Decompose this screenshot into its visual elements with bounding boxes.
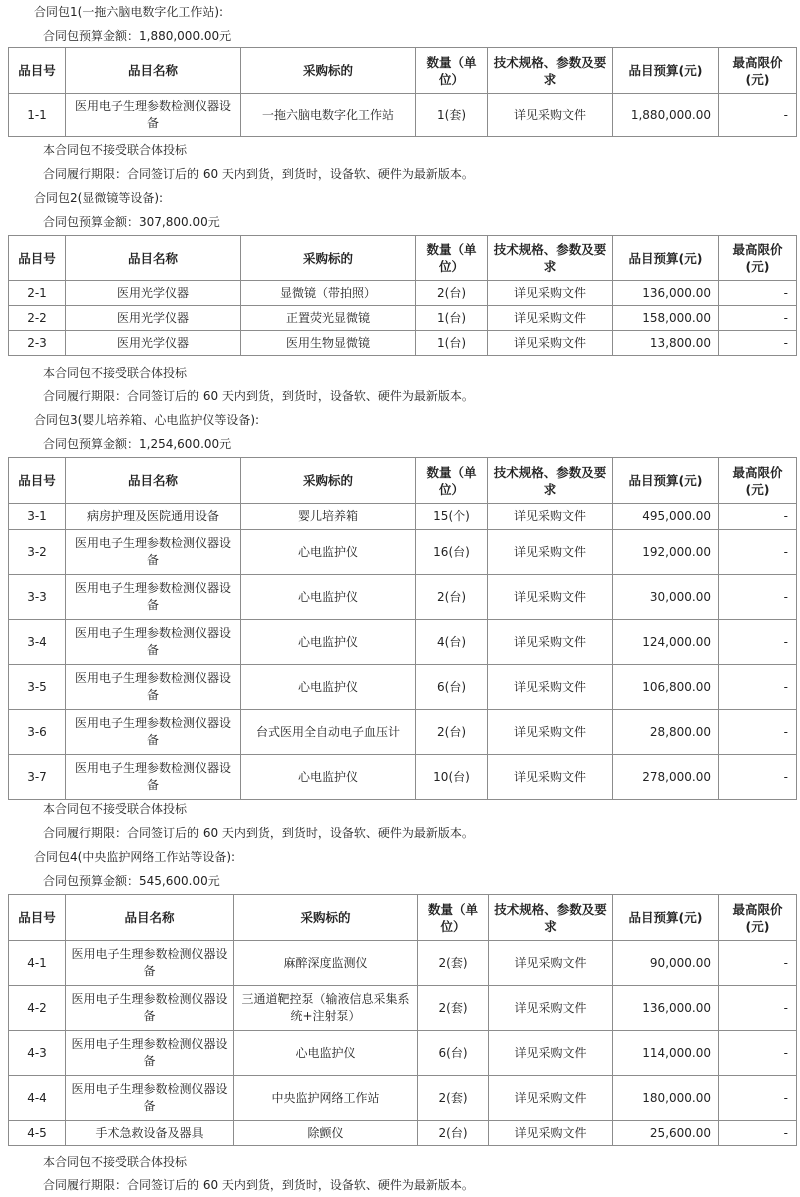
period-note: 合同履行期限：合同签订后的 60 天内到货，到货时，设备软、硬件为最新版本。 xyxy=(43,1178,474,1192)
cell-qty: 2(套) xyxy=(418,986,489,1031)
package-budget: 合同包预算金额：1,254,600.00元 xyxy=(43,437,232,451)
table-row xyxy=(9,504,797,530)
cell-name: 医用光学仪器 xyxy=(66,306,241,331)
header-item-no: 品目号 xyxy=(9,458,66,504)
cell-limit: - xyxy=(719,755,797,800)
cell-budget: 13,800.00 xyxy=(613,331,719,356)
joint-bid-note: 本合同包不接受联合体投标 xyxy=(43,366,188,380)
header-budget: 品目预算(元) xyxy=(613,895,719,941)
header-budget: 品目预算(元) xyxy=(613,236,719,281)
cell-no: 2-3 xyxy=(9,331,66,356)
cell-spec: 详见采购文件 xyxy=(489,1121,613,1146)
table-row xyxy=(9,1076,797,1121)
header-budget: 品目预算(元) xyxy=(613,48,719,94)
cell-no: 1-1 xyxy=(9,94,66,137)
header-item-no: 品目号 xyxy=(9,895,66,941)
package-budget: 合同包预算金额：1,880,000.00元 xyxy=(43,29,232,43)
cell-no: 3-4 xyxy=(9,620,66,665)
cell-limit: - xyxy=(719,504,797,530)
cell-no: 2-1 xyxy=(9,281,66,306)
header-spec: 技术规格、参数及要求 xyxy=(488,236,613,281)
cell-limit: - xyxy=(719,1031,797,1076)
cell-name: 病房护理及医院通用设备 xyxy=(66,504,241,530)
header-limit: 最高限价(元) xyxy=(719,236,797,281)
cell-spec: 详见采购文件 xyxy=(489,1076,613,1121)
cell-budget: 278,000.00 xyxy=(613,755,719,800)
cell-qty: 1(台) xyxy=(416,306,488,331)
package-table xyxy=(8,457,797,800)
cell-target: 除颤仪 xyxy=(234,1121,418,1146)
joint-bid-note: 本合同包不接受联合体投标 xyxy=(43,143,188,157)
table-row xyxy=(9,94,797,137)
header-target: 采购标的 xyxy=(241,236,416,281)
joint-bid-note: 本合同包不接受联合体投标 xyxy=(43,1155,188,1169)
cell-spec: 详见采购文件 xyxy=(489,1031,613,1076)
table-row xyxy=(9,986,797,1031)
cell-name: 医用电子生理参数检测仪器设备 xyxy=(66,665,241,710)
cell-spec: 详见采购文件 xyxy=(488,755,613,800)
cell-qty: 10(台) xyxy=(416,755,488,800)
header-qty: 数量（单位） xyxy=(418,895,489,941)
table-row xyxy=(9,941,797,986)
cell-qty: 2(套) xyxy=(418,941,489,986)
table-row xyxy=(9,755,797,800)
cell-target: 显微镜（带拍照） xyxy=(241,281,416,306)
header-limit: 最高限价(元) xyxy=(719,895,797,941)
table-row xyxy=(9,665,797,710)
cell-name: 医用电子生理参数检测仪器设备 xyxy=(66,755,241,800)
header-item-no: 品目号 xyxy=(9,48,66,94)
cell-budget: 1,880,000.00 xyxy=(613,94,719,137)
cell-qty: 6(台) xyxy=(418,1031,489,1076)
table-row xyxy=(9,575,797,620)
cell-name: 医用电子生理参数检测仪器设备 xyxy=(66,530,241,575)
cell-name: 医用电子生理参数检测仪器设备 xyxy=(66,620,241,665)
cell-spec: 详见采购文件 xyxy=(488,575,613,620)
cell-budget: 30,000.00 xyxy=(613,575,719,620)
cell-limit: - xyxy=(719,1121,797,1146)
header-item-name: 品目名称 xyxy=(66,236,241,281)
cell-no: 3-3 xyxy=(9,575,66,620)
package-title: 合同包2(显微镜等设备): xyxy=(34,191,164,205)
cell-budget: 180,000.00 xyxy=(613,1076,719,1121)
cell-target: 一拖六脑电数字化工作站 xyxy=(241,94,416,137)
cell-no: 4-2 xyxy=(9,986,66,1031)
header-item-name: 品目名称 xyxy=(66,895,234,941)
cell-budget: 106,800.00 xyxy=(613,665,719,710)
cell-limit: - xyxy=(719,665,797,710)
cell-spec: 详见采购文件 xyxy=(488,331,613,356)
cell-budget: 124,000.00 xyxy=(613,620,719,665)
header-target: 采购标的 xyxy=(234,895,418,941)
package-budget: 合同包预算金额：307,800.00元 xyxy=(43,215,220,229)
package-title: 合同包3(婴儿培养箱、心电监护仪等设备): xyxy=(34,413,260,427)
package-budget: 合同包预算金额：545,600.00元 xyxy=(43,874,220,888)
cell-spec: 详见采购文件 xyxy=(488,94,613,137)
header-target: 采购标的 xyxy=(241,458,416,504)
cell-spec: 详见采购文件 xyxy=(488,530,613,575)
cell-limit: - xyxy=(719,281,797,306)
cell-target: 心电监护仪 xyxy=(241,755,416,800)
table-header-row xyxy=(9,48,797,94)
cell-name: 医用电子生理参数检测仪器设备 xyxy=(66,1076,234,1121)
cell-target: 心电监护仪 xyxy=(241,575,416,620)
cell-spec: 详见采购文件 xyxy=(488,504,613,530)
cell-qty: 15(个) xyxy=(416,504,488,530)
header-spec: 技术规格、参数及要求 xyxy=(488,458,613,504)
cell-name: 医用光学仪器 xyxy=(66,331,241,356)
cell-qty: 16(台) xyxy=(416,530,488,575)
cell-target: 台式医用全自动电子血压计 xyxy=(241,710,416,755)
cell-qty: 6(台) xyxy=(416,665,488,710)
period-note: 合同履行期限：合同签订后的 60 天内到货，到货时，设备软、硬件为最新版本。 xyxy=(43,826,474,840)
cell-qty: 2(台) xyxy=(416,575,488,620)
cell-target: 心电监护仪 xyxy=(241,665,416,710)
header-budget: 品目预算(元) xyxy=(613,458,719,504)
cell-target: 心电监护仪 xyxy=(234,1031,418,1076)
cell-no: 3-7 xyxy=(9,755,66,800)
cell-limit: - xyxy=(719,941,797,986)
cell-budget: 136,000.00 xyxy=(613,281,719,306)
cell-budget: 192,000.00 xyxy=(613,530,719,575)
package-table xyxy=(8,235,797,356)
header-qty: 数量（单位） xyxy=(416,236,488,281)
table-row xyxy=(9,710,797,755)
header-item-name: 品目名称 xyxy=(66,48,241,94)
cell-limit: - xyxy=(719,620,797,665)
cell-spec: 详见采购文件 xyxy=(489,986,613,1031)
table-header-row xyxy=(9,895,797,941)
cell-no: 4-3 xyxy=(9,1031,66,1076)
period-note: 合同履行期限：合同签订后的 60 天内到货，到货时，设备软、硬件为最新版本。 xyxy=(43,167,474,181)
cell-limit: - xyxy=(719,306,797,331)
cell-qty: 2(套) xyxy=(418,1076,489,1121)
cell-no: 3-2 xyxy=(9,530,66,575)
cell-name: 医用电子生理参数检测仪器设备 xyxy=(66,941,234,986)
cell-qty: 2(台) xyxy=(416,281,488,306)
header-qty: 数量（单位） xyxy=(416,458,488,504)
cell-name: 医用电子生理参数检测仪器设备 xyxy=(66,986,234,1031)
cell-name: 医用电子生理参数检测仪器设备 xyxy=(66,94,241,137)
cell-target: 三通道靶控泵（输液信息采集系统+注射泵） xyxy=(234,986,418,1031)
cell-budget: 114,000.00 xyxy=(613,1031,719,1076)
cell-no: 3-1 xyxy=(9,504,66,530)
cell-no: 4-1 xyxy=(9,941,66,986)
cell-limit: - xyxy=(719,331,797,356)
cell-target: 婴儿培养箱 xyxy=(241,504,416,530)
table-row xyxy=(9,620,797,665)
cell-budget: 136,000.00 xyxy=(613,986,719,1031)
cell-limit: - xyxy=(719,575,797,620)
header-spec: 技术规格、参数及要求 xyxy=(488,48,613,94)
cell-limit: - xyxy=(719,94,797,137)
cell-name: 医用电子生理参数检测仪器设备 xyxy=(66,710,241,755)
header-item-no: 品目号 xyxy=(9,236,66,281)
cell-no: 4-5 xyxy=(9,1121,66,1146)
header-spec: 技术规格、参数及要求 xyxy=(489,895,613,941)
joint-bid-note: 本合同包不接受联合体投标 xyxy=(43,802,188,816)
cell-target: 心电监护仪 xyxy=(241,620,416,665)
cell-name: 医用光学仪器 xyxy=(66,281,241,306)
cell-qty: 1(台) xyxy=(416,331,488,356)
cell-no: 3-5 xyxy=(9,665,66,710)
table-row xyxy=(9,1031,797,1076)
cell-spec: 详见采购文件 xyxy=(488,710,613,755)
cell-budget: 28,800.00 xyxy=(613,710,719,755)
cell-no: 4-4 xyxy=(9,1076,66,1121)
cell-qty: 4(台) xyxy=(416,620,488,665)
table-header-row xyxy=(9,236,797,281)
table-row xyxy=(9,281,797,306)
period-note: 合同履行期限：合同签订后的 60 天内到货，到货时，设备软、硬件为最新版本。 xyxy=(43,389,474,403)
cell-qty: 2(台) xyxy=(418,1121,489,1146)
cell-target: 正置荧光显微镜 xyxy=(241,306,416,331)
cell-name: 手术急救设备及器具 xyxy=(66,1121,234,1146)
table-row xyxy=(9,306,797,331)
cell-name: 医用电子生理参数检测仪器设备 xyxy=(66,1031,234,1076)
cell-budget: 495,000.00 xyxy=(613,504,719,530)
table-row xyxy=(9,1121,797,1146)
cell-qty: 2(台) xyxy=(416,710,488,755)
package-table xyxy=(8,47,797,137)
cell-spec: 详见采购文件 xyxy=(489,941,613,986)
cell-limit: - xyxy=(719,986,797,1031)
cell-spec: 详见采购文件 xyxy=(488,281,613,306)
table-header-row xyxy=(9,458,797,504)
cell-limit: - xyxy=(719,1076,797,1121)
header-limit: 最高限价(元) xyxy=(719,48,797,94)
cell-qty: 1(套) xyxy=(416,94,488,137)
header-qty: 数量（单位） xyxy=(416,48,488,94)
table-row xyxy=(9,530,797,575)
cell-spec: 详见采购文件 xyxy=(488,620,613,665)
cell-no: 3-6 xyxy=(9,710,66,755)
cell-limit: - xyxy=(719,710,797,755)
cell-no: 2-2 xyxy=(9,306,66,331)
package-table xyxy=(8,894,797,1146)
cell-name: 医用电子生理参数检测仪器设备 xyxy=(66,575,241,620)
header-item-name: 品目名称 xyxy=(66,458,241,504)
header-limit: 最高限价(元) xyxy=(719,458,797,504)
cell-target: 医用生物显微镜 xyxy=(241,331,416,356)
package-title: 合同包1(一拖六脑电数字化工作站): xyxy=(34,5,224,19)
cell-limit: - xyxy=(719,530,797,575)
table-row xyxy=(9,331,797,356)
cell-spec: 详见采购文件 xyxy=(488,665,613,710)
cell-spec: 详见采购文件 xyxy=(488,306,613,331)
package-title: 合同包4(中央监护网络工作站等设备): xyxy=(34,850,236,864)
cell-target: 中央监护网络工作站 xyxy=(234,1076,418,1121)
cell-budget: 158,000.00 xyxy=(613,306,719,331)
header-target: 采购标的 xyxy=(241,48,416,94)
cell-target: 麻醉深度监测仪 xyxy=(234,941,418,986)
cell-target: 心电监护仪 xyxy=(241,530,416,575)
cell-budget: 90,000.00 xyxy=(613,941,719,986)
cell-budget: 25,600.00 xyxy=(613,1121,719,1146)
